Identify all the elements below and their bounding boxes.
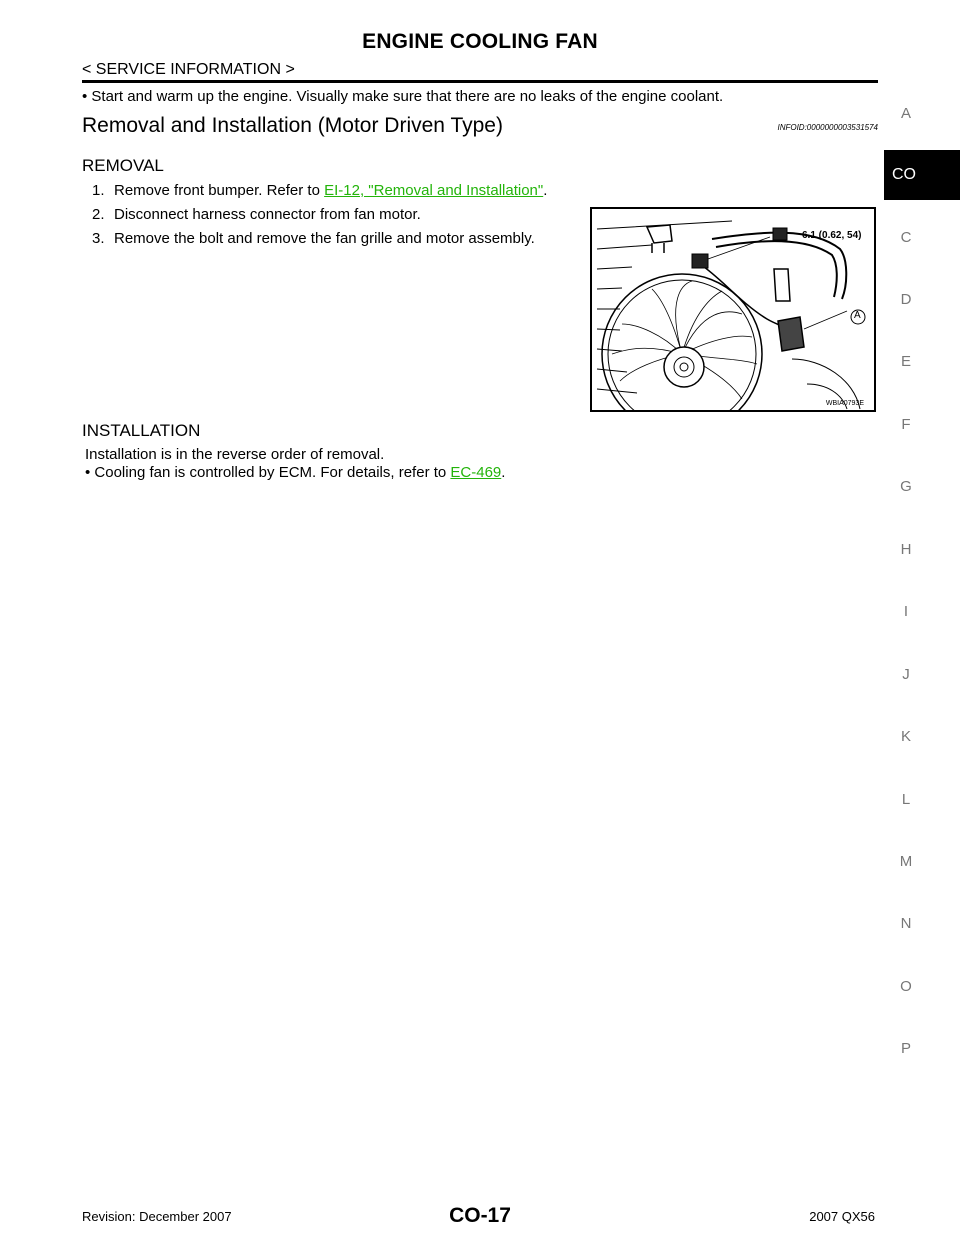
installation-heading: INSTALLATION <box>82 421 201 440</box>
removal-heading: REMOVAL <box>82 156 164 175</box>
side-index-letter[interactable]: K <box>900 728 911 745</box>
section-tag: < SERVICE INFORMATION > <box>82 61 295 78</box>
footer-revision: Revision: December 2007 <box>82 1209 232 1224</box>
intro-bullet: • Start and warm up the engine. Visually make sure that there are no leaks of the engine coolant. <box>82 88 724 105</box>
step-number: 2. <box>92 206 105 223</box>
side-index-letter[interactable]: H <box>900 541 912 558</box>
ei-12-link[interactable]: EI-12, "Removal and Installation" <box>324 182 544 199</box>
side-index-letter[interactable]: L <box>901 791 911 808</box>
footer-page-number: CO-17 <box>449 1204 511 1227</box>
figure-id: WBIA0793E <box>825 400 864 407</box>
ec-469-link[interactable]: EC-469 <box>450 464 502 481</box>
cooling-fan-figure <box>590 207 876 412</box>
step-text: Disconnect harness connector from fan motor. <box>114 206 421 223</box>
installation-text: Installation is in the reverse order of removal. <box>85 446 385 463</box>
side-index-active-tab[interactable]: CO <box>884 150 960 200</box>
side-index-letter[interactable]: F <box>901 416 911 433</box>
removal-step <box>92 230 535 247</box>
footer-model: 2007 QX56 <box>809 1209 875 1224</box>
removal-step <box>92 182 547 199</box>
step-text-end: . <box>543 182 548 199</box>
section-heading: Removal and Installation (Motor Driven Type) <box>82 114 503 137</box>
side-index-letter[interactable]: A <box>900 105 911 122</box>
bullet-text: • Cooling fan is controlled by ECM. For details, refer to <box>85 464 451 481</box>
step-text: Remove front bumper. Refer to <box>114 182 325 199</box>
side-index-letter[interactable]: J <box>902 666 910 683</box>
callout-a: A <box>854 310 861 321</box>
side-index-letter[interactable]: G <box>900 478 912 495</box>
side-index-letter[interactable]: I <box>903 603 909 620</box>
step-number: 1. <box>92 182 105 199</box>
removal-step <box>92 206 421 223</box>
torque-label: 6.1 (0.62, 54) <box>802 230 862 241</box>
step-number: 3. <box>92 230 105 247</box>
installation-bullet <box>85 464 505 481</box>
side-index-letter[interactable]: M <box>899 853 913 870</box>
header-rule <box>82 80 878 83</box>
side-index-letter[interactable]: O <box>900 978 912 995</box>
page-title: ENGINE COOLING FAN <box>362 30 598 53</box>
side-index-letter[interactable]: D <box>900 291 912 308</box>
step-text: Remove the bolt and remove the fan grille and motor assembly. <box>114 230 535 247</box>
side-index-letter[interactable]: N <box>900 915 912 932</box>
side-index-letter[interactable]: E <box>900 353 911 370</box>
side-index-letter[interactable]: P <box>900 1040 911 1057</box>
info-id: INFOID:0000000003531574 <box>777 123 878 132</box>
side-index-letter[interactable]: C <box>900 229 912 246</box>
bullet-text-end: . <box>501 464 506 481</box>
